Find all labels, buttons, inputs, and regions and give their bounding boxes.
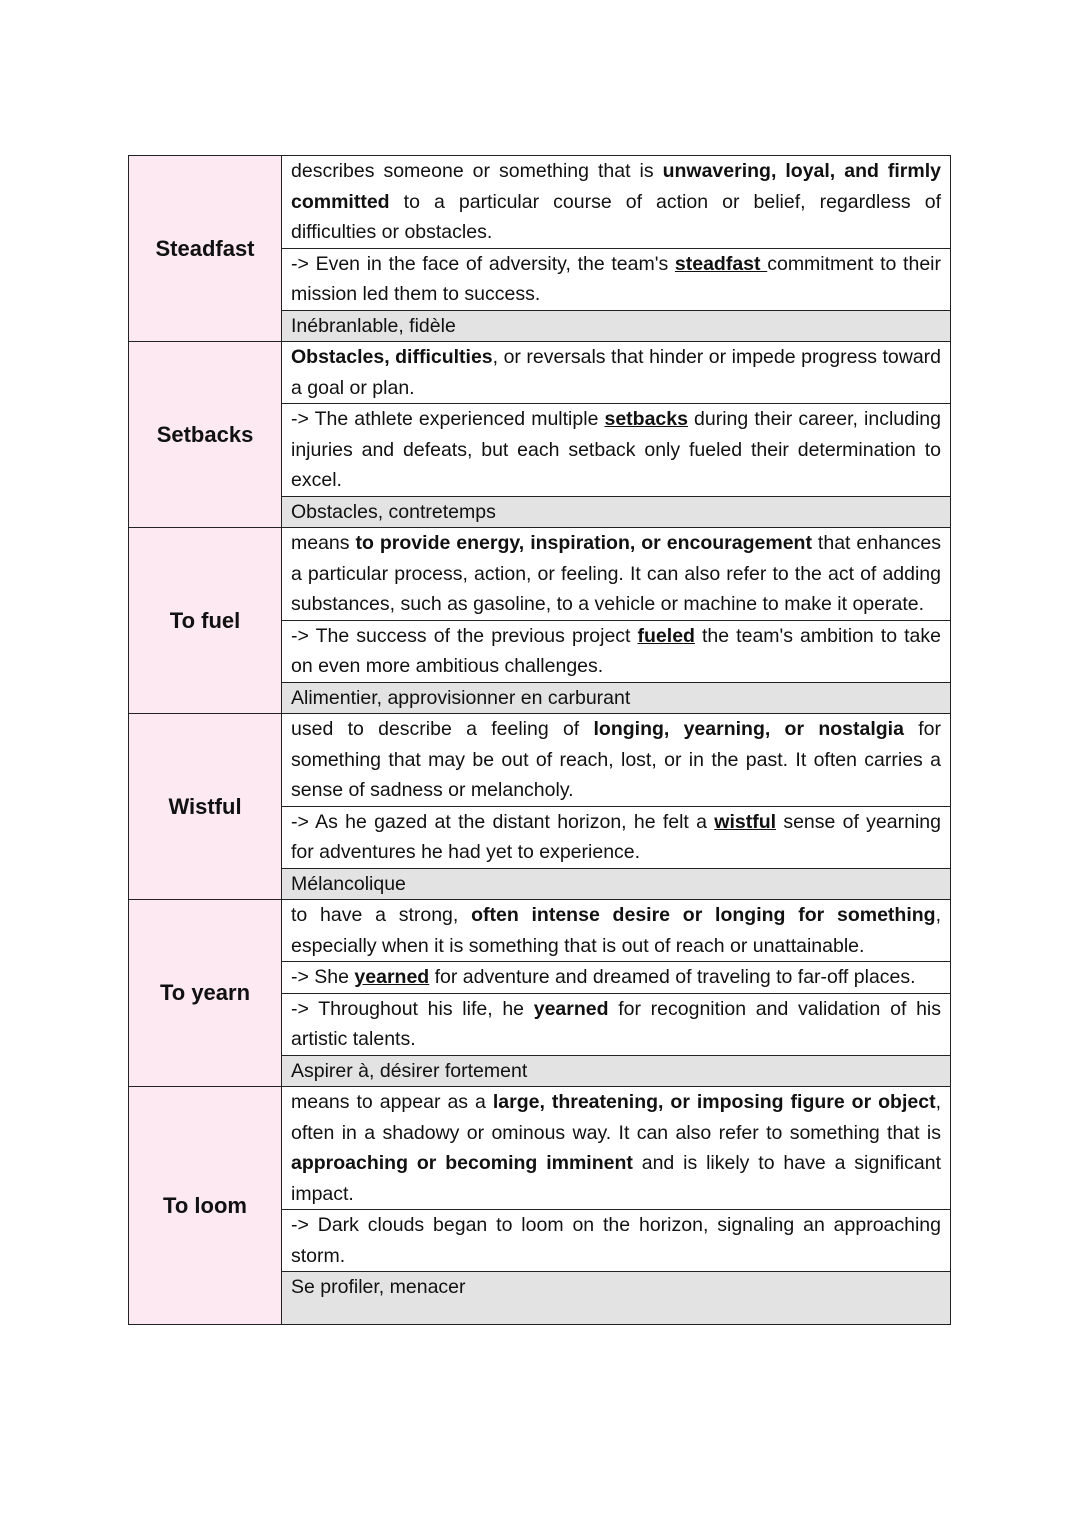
definition-text: , often in a shadowy or ominous way. It can also refer to something that is	[291, 1091, 941, 1144]
definition-bold-text: large, threatening, or imposing figure or object	[492, 1091, 936, 1113]
definition-steadfast	[282, 156, 951, 249]
definition-text: , especially when it is something that is out of reach or unattainable.	[291, 904, 941, 957]
vocabulary-table	[128, 155, 951, 1325]
definition-to-yearn	[282, 900, 951, 962]
term-steadfast: Steadfast	[129, 156, 282, 342]
example-bold-text: setbacks	[604, 408, 688, 430]
example-to-yearn	[282, 993, 951, 1055]
definition-text: for something that may be out of reach, lost, or in the past. It often carries a sense of sadness or melancholy.	[291, 718, 941, 801]
definition-text: describes someone or something that is	[291, 160, 663, 182]
translation-steadfast: Inébranlable, fidèle	[282, 310, 951, 342]
definition-text: to have a strong,	[291, 904, 472, 926]
table-row	[129, 714, 951, 807]
example-text: the team's ambition to take on even more ambitious challenges.	[291, 624, 941, 677]
example-text: -> She	[291, 966, 355, 988]
term-setbacks: Setbacks	[129, 342, 282, 528]
example-text: sense of yearning for adventures he had yet to experience.	[291, 810, 941, 863]
example-text: during their career, including injuries and defeats, but each setback only fueled their determination to excel.	[291, 408, 941, 491]
definition-wistful	[282, 714, 951, 807]
table-row	[129, 528, 951, 621]
definition-bold-text: Obstacles, difficulties	[291, 346, 493, 368]
definition-text: , or reversals that hinder or impede progress toward a goal or plan.	[291, 346, 942, 399]
definition-bold-text: longing, yearning, or nostalgia	[593, 718, 904, 740]
definition-bold-text: to provide energy, inspiration, or encouragement	[355, 532, 812, 554]
term-to-yearn: To yearn	[129, 900, 282, 1087]
example-text: -> The success of the previous project	[291, 624, 638, 647]
table-row	[129, 900, 951, 962]
example-text: -> As he gazed at the distant horizon, he felt a	[291, 810, 715, 833]
example-bold-text: yearned	[354, 966, 430, 988]
definition-text: means to appear as a	[291, 1091, 493, 1113]
example-text: -> Dark clouds began to loom on the horizon, signaling an approaching storm.	[291, 1214, 941, 1267]
example-steadfast	[282, 248, 951, 310]
definition-bold-text: unwavering, loyal, and firmly committed	[291, 160, 941, 213]
term-to-fuel: To fuel	[129, 528, 282, 714]
table-row	[129, 1087, 951, 1210]
definition-setbacks	[282, 342, 951, 404]
definition-bold-text: approaching or becoming imminent	[291, 1152, 633, 1174]
definition-to-fuel	[282, 528, 951, 621]
term-to-loom: To loom	[129, 1087, 282, 1325]
example-text: for recognition and validation of his artistic talents.	[291, 997, 941, 1050]
example-text: -> Even in the face of adversity, the team's	[291, 252, 675, 275]
example-text: -> Throughout his life, he	[291, 997, 534, 1020]
table-row	[129, 156, 951, 249]
translation-to-yearn: Aspirer à, désirer fortement	[282, 1055, 951, 1087]
example-text: -> The athlete experienced multiple	[291, 408, 605, 430]
example-bold-text: yearned	[533, 997, 609, 1020]
table-row	[129, 342, 951, 404]
translation-to-fuel: Alimentier, approvisionner en carburant	[282, 682, 951, 714]
definition-bold-text: often intense desire or longing for something	[471, 904, 936, 926]
example-bold-text: wistful	[714, 810, 777, 833]
definition-text: to a particular course of action or belief, regardless of difficulties or obstacles.	[291, 190, 941, 243]
example-to-fuel	[282, 620, 951, 682]
example-bold-text: steadfast	[674, 252, 768, 275]
term-wistful: Wistful	[129, 714, 282, 900]
translation-setbacks: Obstacles, contretemps	[282, 496, 951, 528]
translation-wistful: Mélancolique	[282, 868, 951, 900]
definition-text: used to describe a feeling of	[291, 718, 594, 740]
example-to-loom	[282, 1210, 951, 1272]
translation-to-loom: Se profiler, menacer	[282, 1272, 951, 1325]
example-to-yearn	[282, 962, 951, 994]
example-setbacks	[282, 404, 951, 497]
definition-text: and is likely to have a significant impact.	[291, 1152, 941, 1205]
example-text: for adventure and dreamed of traveling to far-off places.	[429, 966, 916, 988]
example-text: commitment to their mission led them to success.	[291, 252, 941, 305]
example-wistful	[282, 806, 951, 868]
example-bold-text: fueled	[637, 624, 695, 647]
definition-text: means	[291, 532, 356, 554]
definition-text: that enhances a particular process, action, or feeling. It can also refer to the act of adding substances, such as gasoline, to a vehicle or machine to make it operate.	[291, 532, 942, 615]
definition-to-loom	[282, 1087, 951, 1210]
